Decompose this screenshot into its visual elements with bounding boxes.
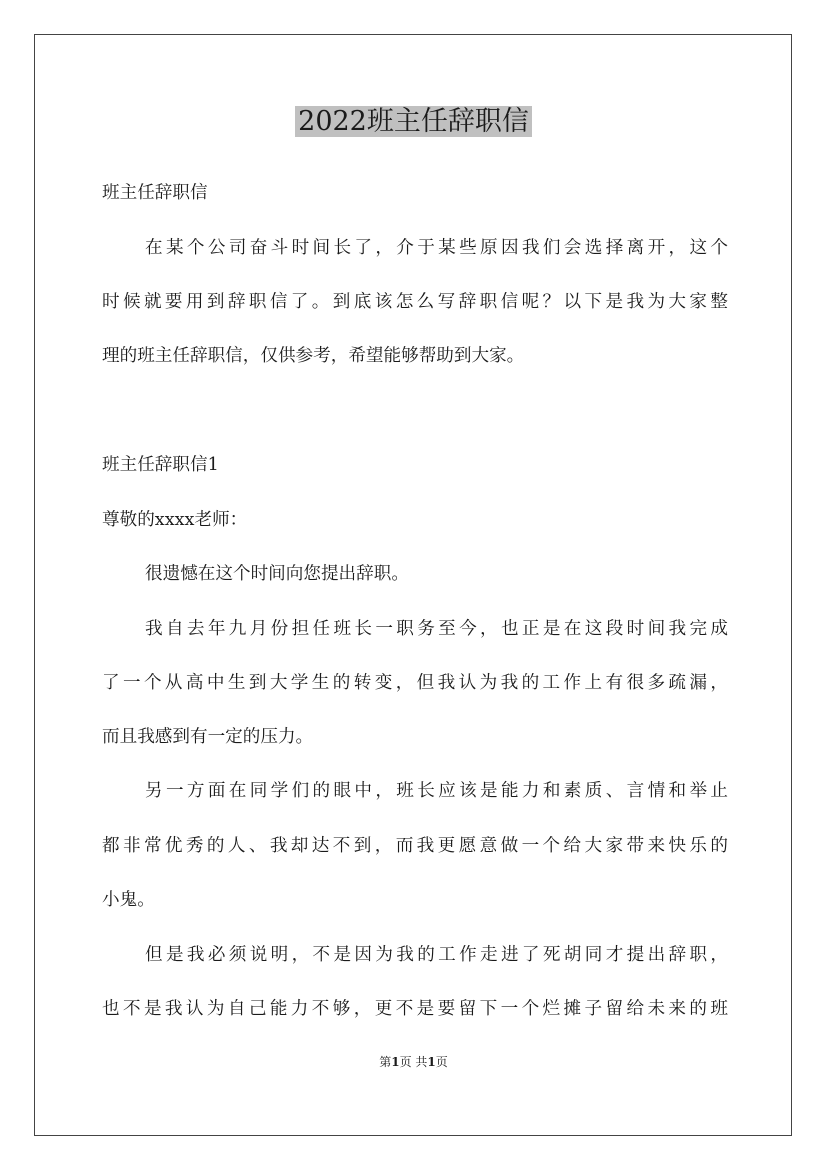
paragraph-line: 很遗憾在这个时间向您提出辞职。: [145, 564, 409, 584]
paragraph-line: 另一方面在同学们的眼中，班长应该是能力和素质、言情和举止: [145, 781, 728, 801]
paragraph-line: 都非常优秀的人、我却达不到，而我更愿意做一个给大家带来快乐的: [102, 836, 728, 856]
paragraph-line: 理的班主任辞职信，仅供参考，希望能够帮助到大家。: [102, 346, 525, 366]
paragraph-line: 而且我感到有一定的压力。: [102, 727, 314, 747]
paragraph-line: 我自去年九月份担任班长一职务至今，也正是在这段时间我完成: [145, 619, 728, 639]
paragraph-line: 在某个公司奋斗时间长了，介于某些原因我们会选择离开，这个: [145, 238, 728, 258]
page-current: 1: [391, 1055, 400, 1069]
page-footer: [0, 1054, 827, 1070]
page-total: 1: [427, 1055, 436, 1069]
paragraph-line: 了一个从高中生到大学生的转变，但我认为我的工作上有很多疏漏，: [102, 673, 728, 693]
paragraph-line: 也不是我认为自己能力不够，更不是要留下一个烂摊子留给未来的班: [102, 999, 728, 1019]
page-mid: 页 共: [399, 1055, 428, 1069]
document-title: [0, 100, 827, 144]
salutation: 尊敬的xxxx老师：: [102, 510, 248, 530]
page-suffix: 页: [435, 1055, 448, 1069]
paragraph-line: 时候就要用到辞职信了。到底该怎么写辞职信呢？以下是我为大家整: [102, 292, 728, 312]
paragraph-line: 但是我必须说明，不是因为我的工作走进了死胡同才提出辞职，: [145, 945, 728, 965]
letter-heading: 班主任辞职信1: [102, 455, 219, 475]
section-heading: 班主任辞职信: [102, 183, 208, 203]
document-title-text: 2022班主任辞职信: [295, 106, 532, 137]
paragraph-line: 小鬼。: [102, 890, 155, 910]
page-prefix: 第: [379, 1055, 392, 1069]
